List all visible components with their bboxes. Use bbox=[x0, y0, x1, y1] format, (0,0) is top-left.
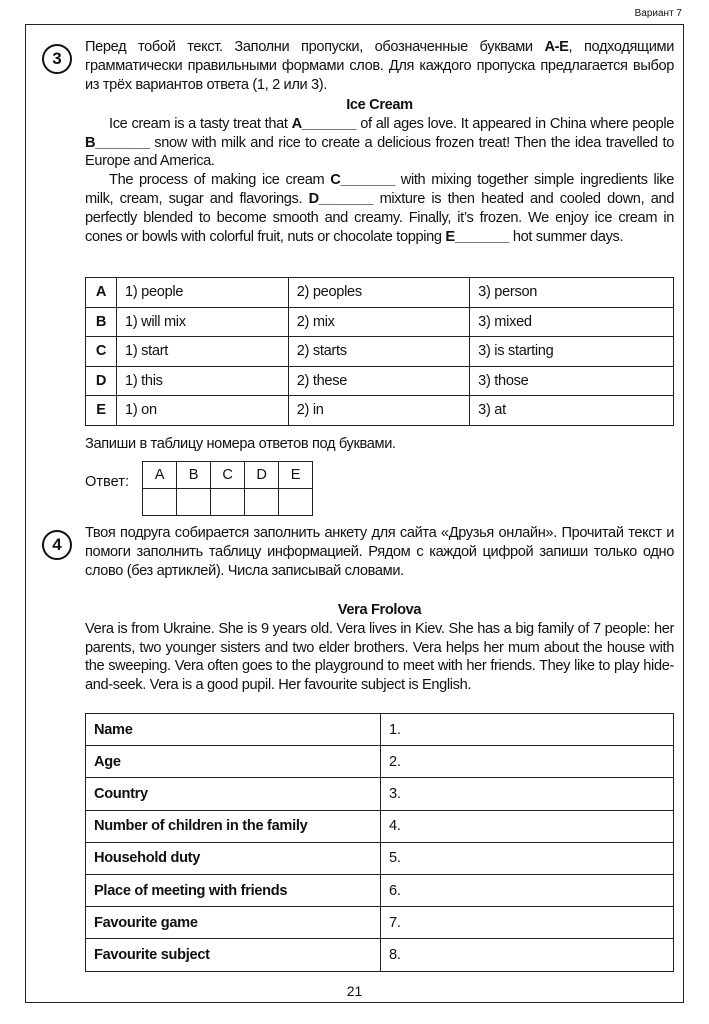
info-row bbox=[86, 907, 674, 939]
option-choice: 3) person bbox=[470, 278, 674, 308]
answer-letter: C bbox=[211, 462, 245, 489]
info-answer-cell[interactable]: 1. bbox=[381, 714, 674, 746]
info-field: Favourite subject bbox=[86, 939, 381, 971]
task3-content bbox=[85, 38, 674, 247]
option-choice: 3) at bbox=[470, 396, 674, 426]
option-choice: 1) this bbox=[117, 366, 289, 396]
info-answer-cell[interactable]: 7. bbox=[381, 907, 674, 939]
page-number: 21 bbox=[346, 983, 363, 999]
answer-letter: A bbox=[143, 462, 177, 489]
option-choice: 3) is starting bbox=[470, 337, 674, 367]
info-answer-cell[interactable]: 8. bbox=[381, 939, 674, 971]
info-field: Age bbox=[86, 746, 381, 778]
answer-cell[interactable] bbox=[279, 489, 313, 516]
option-row bbox=[86, 278, 674, 308]
info-field: Household duty bbox=[86, 842, 381, 874]
answer-label: Ответ: bbox=[85, 474, 129, 490]
info-answer-cell[interactable]: 6. bbox=[381, 874, 674, 906]
info-table bbox=[85, 713, 674, 972]
task-number-3: 3 bbox=[42, 44, 72, 74]
info-row bbox=[86, 778, 674, 810]
answer-cell[interactable] bbox=[177, 489, 211, 516]
option-letter: B bbox=[86, 307, 117, 337]
task4-content bbox=[85, 524, 674, 695]
option-choice: 3) those bbox=[470, 366, 674, 396]
info-row bbox=[86, 939, 674, 971]
paragraph-2: The process of making ice cream C_______ with mixing together simple ingredients like milk, cream, sugar and flavorings. D_______ mixture is then heated and cooled down, and perfectly blended to become smooth and creamy. Finally, it’s frozen. We enjoy ice cream in cones or bowls with colorful fruit, nuts or chocolate topping E_______ hot summer days. bbox=[85, 172, 675, 246]
info-row bbox=[86, 842, 674, 874]
task4-text: Vera is from Ukraine. She is 9 years old. Vera lives in Kiev. She has a big family of 7 people: her parents, two younger sisters and two elder brothers. Vera helps her mum about the house with the sweeping. Vera often goes to the playground to meet with her friends. They like to play hide-and-seek. Vera is a good pupil. Her favourite subject is English. bbox=[85, 620, 674, 694]
option-row bbox=[86, 337, 674, 367]
option-letter: E bbox=[86, 396, 117, 426]
info-field: Place of meeting with friends bbox=[86, 874, 381, 906]
answer-letter: D bbox=[245, 462, 279, 489]
options-table bbox=[85, 277, 674, 426]
option-row bbox=[86, 366, 674, 396]
option-choice: 2) in bbox=[288, 396, 469, 426]
option-choice: 1) on bbox=[117, 396, 289, 426]
info-row bbox=[86, 714, 674, 746]
info-field: Country bbox=[86, 778, 381, 810]
answer-letter: E bbox=[279, 462, 313, 489]
text-title: Ice Cream bbox=[346, 96, 413, 113]
answer-cell[interactable] bbox=[245, 489, 279, 516]
info-row bbox=[86, 874, 674, 906]
option-choice: 2) these bbox=[288, 366, 469, 396]
info-answer-cell[interactable]: 3. bbox=[381, 778, 674, 810]
write-instruction: Запиши в таблицу номера ответов под буквами. bbox=[85, 436, 396, 452]
option-row bbox=[86, 396, 674, 426]
answer-cell[interactable] bbox=[143, 489, 177, 516]
option-choice: 1) people bbox=[117, 278, 289, 308]
variant-label: Вариант 7 bbox=[634, 8, 682, 19]
info-row bbox=[86, 746, 674, 778]
task3-instruction: Перед тобой текст. Заполни пропуски, обозначенные буквами A-E, подходящими грамматически правильными формами слов. Для каждого пропуска предлагается выбор из трёх вариантов ответа (1, 2 или 3). bbox=[85, 39, 674, 93]
info-field: Favourite game bbox=[86, 907, 381, 939]
option-choice: 2) mix bbox=[288, 307, 469, 337]
info-field: Name bbox=[86, 714, 381, 746]
option-letter: A bbox=[86, 278, 117, 308]
option-choice: 1) will mix bbox=[117, 307, 289, 337]
info-answer-cell[interactable]: 4. bbox=[381, 810, 674, 842]
info-row bbox=[86, 810, 674, 842]
option-choice: 2) peoples bbox=[288, 278, 469, 308]
info-answer-cell[interactable]: 5. bbox=[381, 842, 674, 874]
text-title: Vera Frolova bbox=[337, 601, 422, 618]
option-letter: D bbox=[86, 366, 117, 396]
option-row bbox=[86, 307, 674, 337]
answer-cell[interactable] bbox=[211, 489, 245, 516]
option-choice: 1) start bbox=[117, 337, 289, 367]
answer-table bbox=[142, 461, 313, 516]
info-answer-cell[interactable]: 2. bbox=[381, 746, 674, 778]
task-number-4: 4 bbox=[42, 530, 72, 560]
answer-letter: B bbox=[177, 462, 211, 489]
paragraph-1: Ice cream is a tasty treat that A_______ of all ages love. It appeared in China where people B_______ snow with milk and rice to create a delicious frozen treat! Then the idea travelled to Europe and America. bbox=[85, 115, 675, 170]
option-choice: 2) starts bbox=[288, 337, 469, 367]
info-field: Number of children in the family bbox=[86, 810, 381, 842]
task4-instruction: Твоя подруга собирается заполнить анкету для сайта «Друзья онлайн». Прочитай текст и помоги заполнить таблицу информацией. Рядом с каждой цифрой запиши только одно слово (без артиклей). Числа записывай словами. bbox=[85, 525, 674, 579]
option-letter: C bbox=[86, 337, 117, 367]
option-choice: 3) mixed bbox=[470, 307, 674, 337]
